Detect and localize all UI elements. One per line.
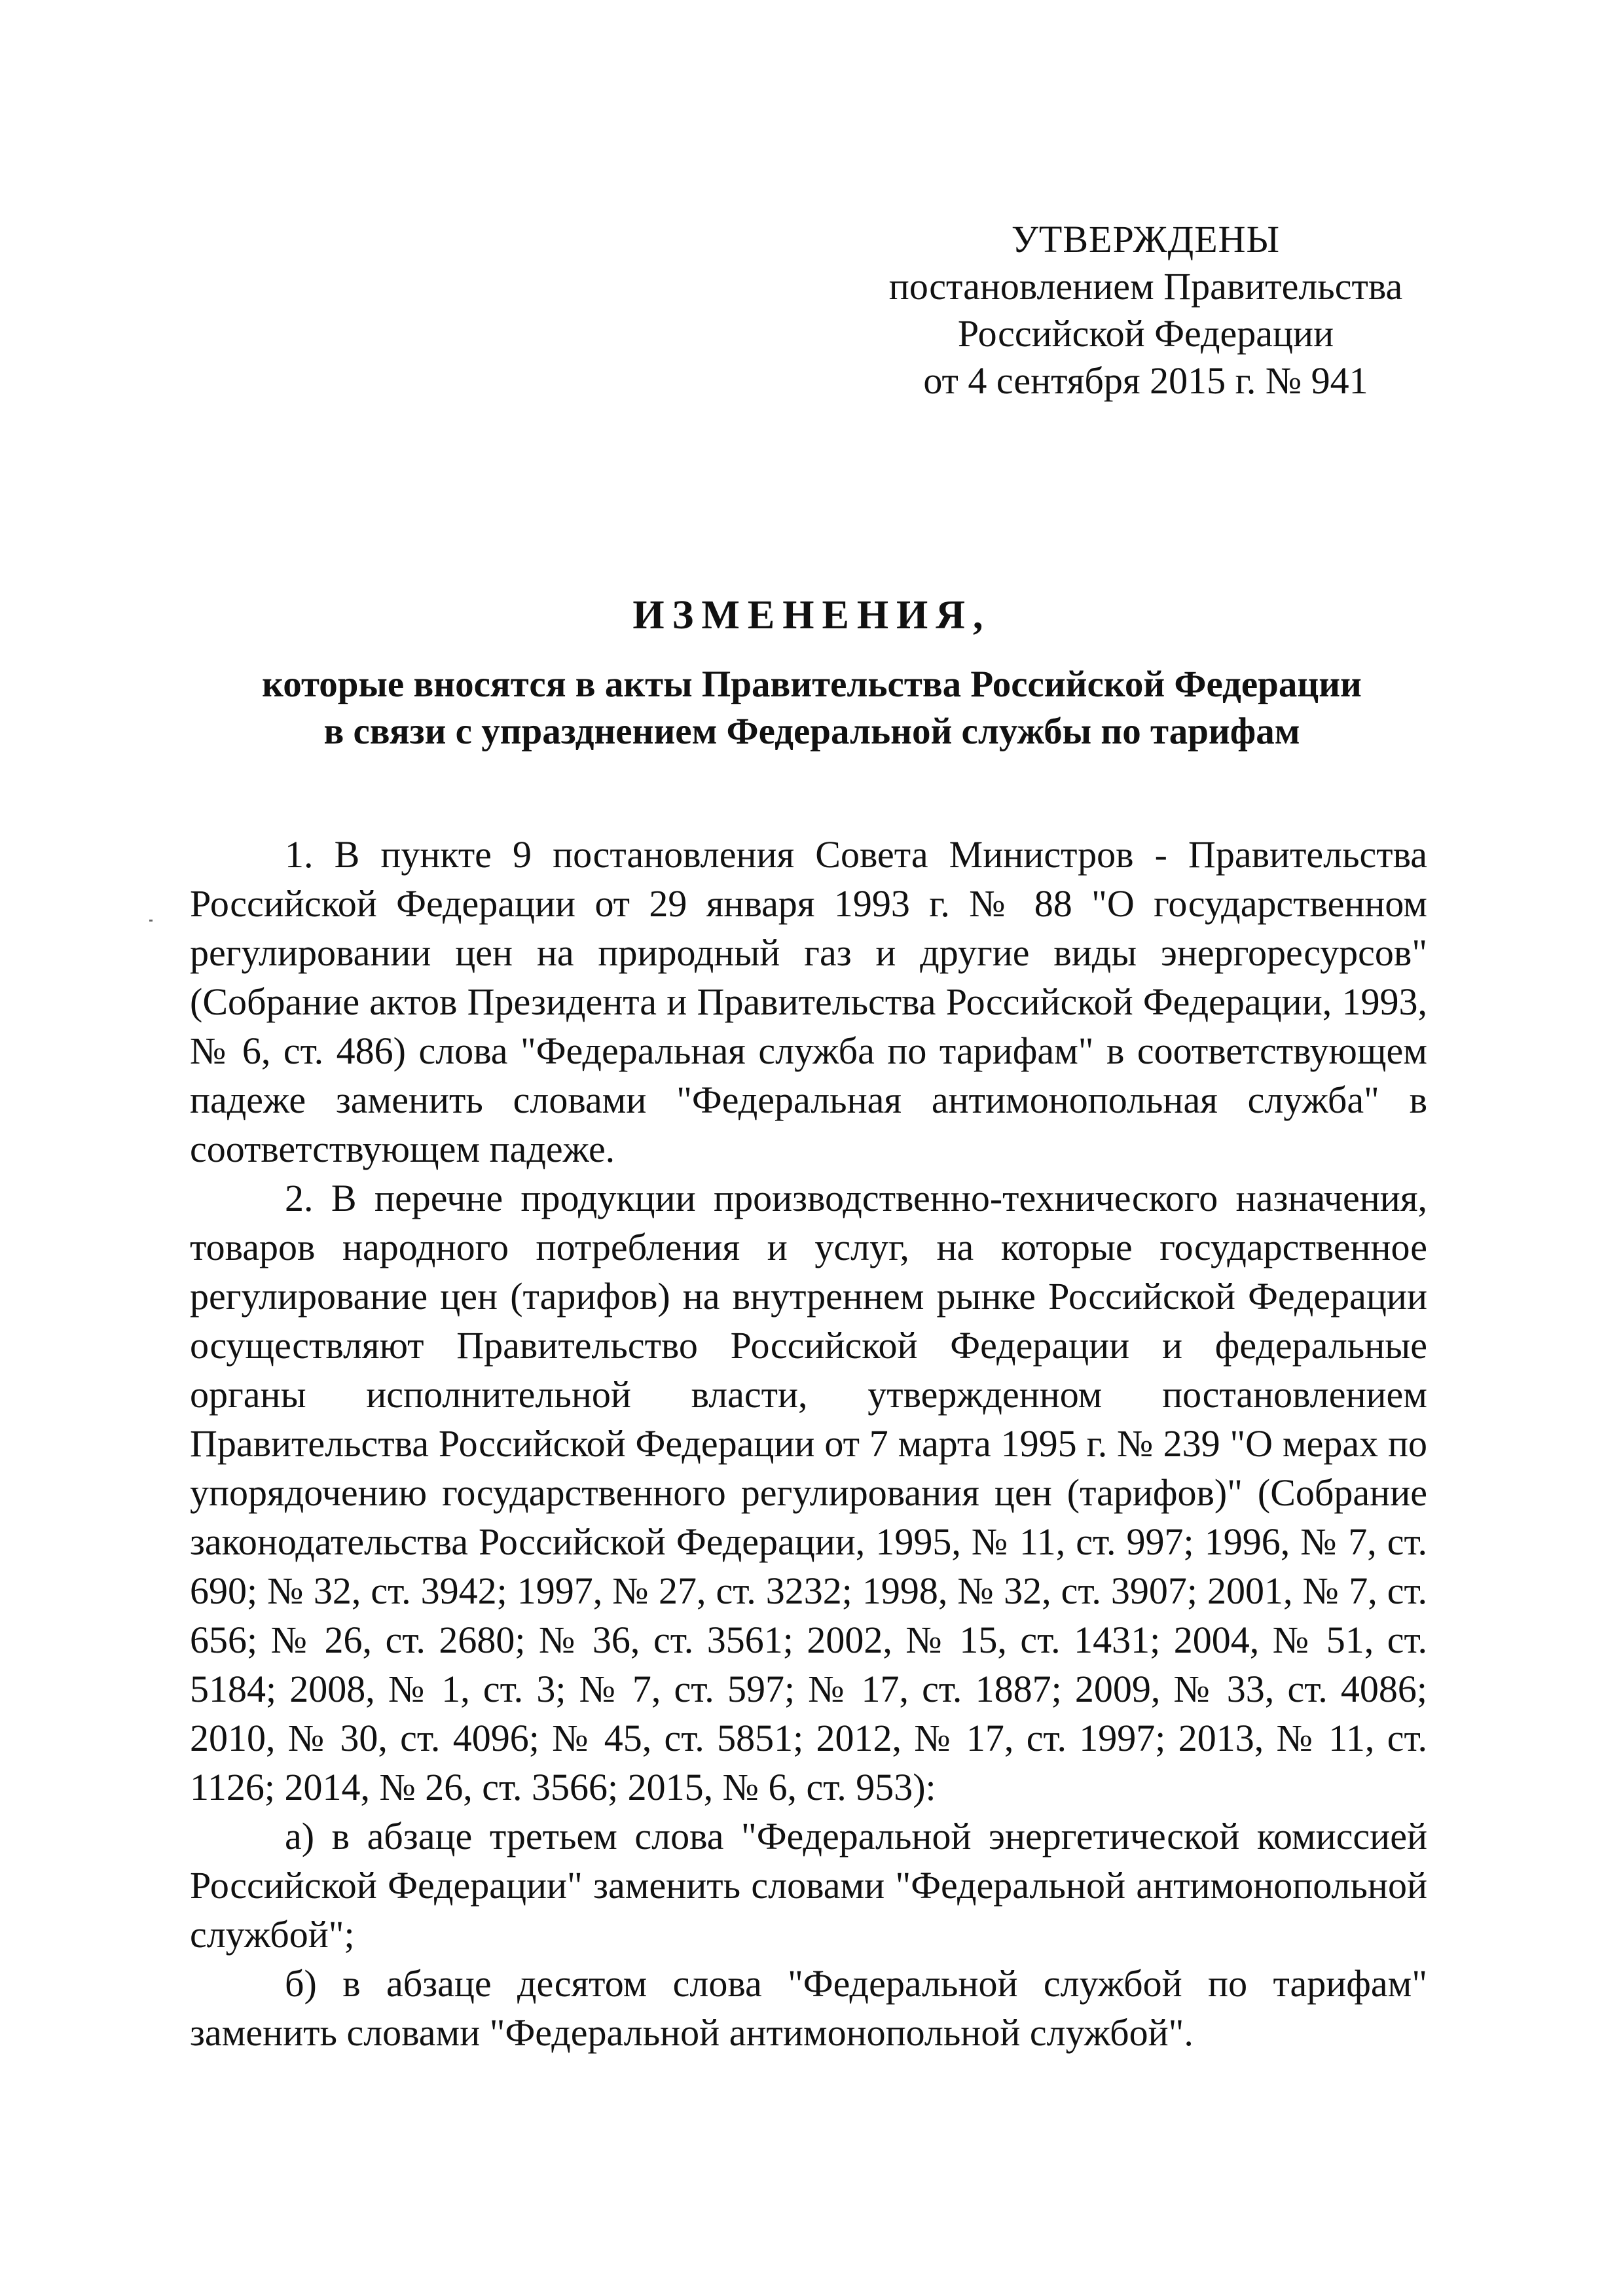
paragraph-2a: а) в абзаце третьем слова "Федеральной энергетической комиссией Российской Федерации" заменить словами "Федеральной антимонопольной службой"; [190,1815,1427,1956]
paragraph-1: 1. В пункте 9 постановления Совета Министров - Правительства Российской Федерации от 29 января 1993 г. № 88 "О государственном регулировании цен на природный газ и другие виды энергоресурсов" (Собрание актов Президента и Правительства Российской Федерации, 1993, № 6, ст. 486) слова "Федеральная служба по тарифам" в соответствующем падеже заменить словами "Федеральная антимонопольная служба" в соответствующем падеже. [190,833,1427,1170]
paragraph-2: 2. В перечне продукции производственно-технического назначения, товаров народного потребления и услуг, на которые государственное регулирование цен (тарифов) на внутреннем рынке Российской Федерации осуществляют Правительство Российской Федерации и федеральные органы исполнительной власти, утвержденном постановлением Правительства Российской Федерации от 7 марта 1995 г. № 239 "О мерах по упорядочению государственного регулирования цен (тарифов)" (Собрание законодательства Российской Федерации, 1995, № 11, ст. 997; 1996, № 7, ст. 690; № 32, ст. 3942; 1997, № 27, ст. 3232; 1998, № 32, ст. 3907; 2001, № 7, ст. 656; № 26, ст. 2680; № 36, ст. 3561; 2002, № 15, ст. 1431; 2004, № 51, ст. 5184; 2008, № 1, ст. 3; № 7, ст. 597; № 17, ст. 1887; 2009, № 33, ст. 4086; 2010, № 30, ст. 4096; № 45, ст. 5851; 2012, № 17, ст. 1997; 2013, № 11, ст. 1126; 2014, № 26, ст. 3566; 2015, № 6, ст. 953): [190,1177,1427,1808]
document-title: ИЗМЕНЕНИЯ, [632,593,991,637]
subtitle-line-1: которые вносятся в акты Правительства Российской Федерации [262,664,1362,705]
approval-line-2: Российской Федерации [957,312,1334,355]
approval-line-1: постановлением Правительства [888,265,1403,308]
paragraph-2b: б) в абзаце десятом слова "Федеральной службой по тарифам" заменить словами "Федеральной антимонопольной службой". [190,1962,1427,2054]
subtitle-line-2: в связи с упразднением Федеральной службы по тарифам [323,711,1300,752]
approval-block [851,216,1440,404]
approval-date-number: от 4 сентября 2015 г. № 941 [923,359,1368,402]
document-subtitle [190,661,1434,755]
approval-stamp: УТВЕРЖДЕНЫ [1011,218,1281,260]
document-body [190,830,1427,2057]
margin-mark [149,920,153,922]
